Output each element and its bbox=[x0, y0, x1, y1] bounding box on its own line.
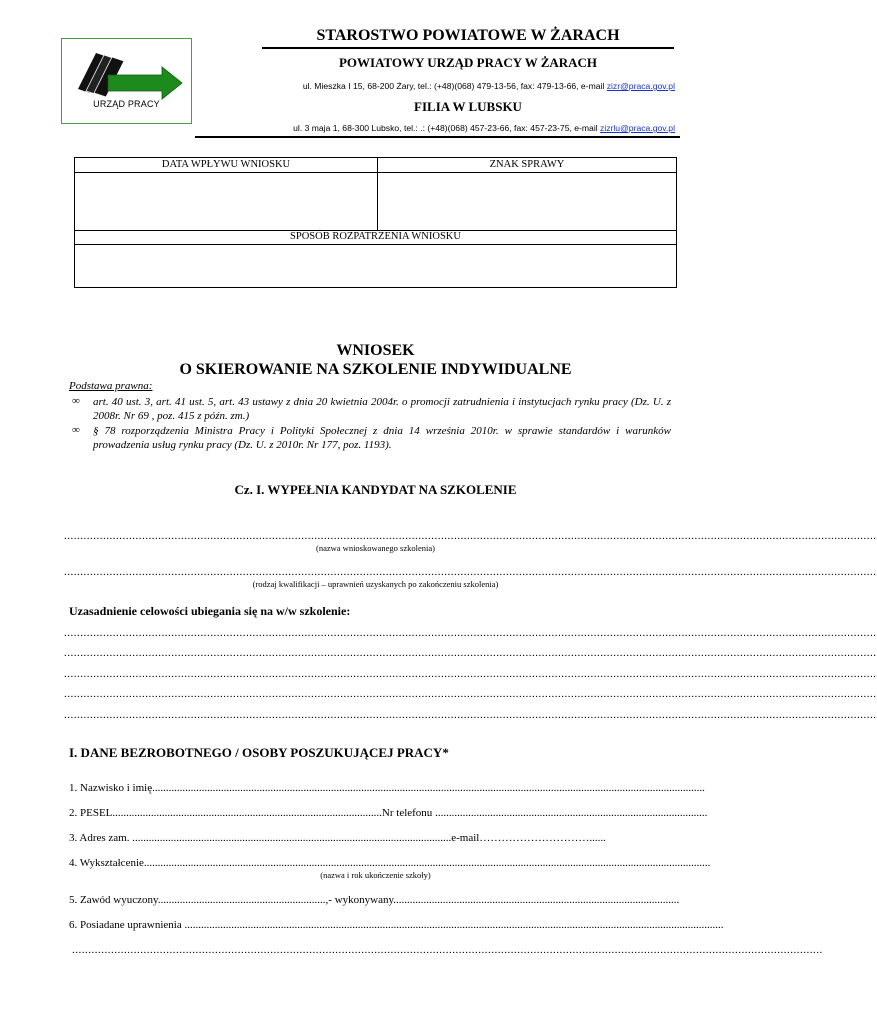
header-title: STAROSTWO POWIATOWE W ŻARACH bbox=[316, 27, 620, 44]
justification-line-1[interactable]: .......................................................................................................................................................................................................................................................... bbox=[64, 627, 877, 639]
address-email-row[interactable]: 3. Adres zam. ....................................................................................................................e-mail…………………………...... bbox=[69, 832, 606, 844]
education-row[interactable]: 4. Wykształcenie.............................................................................................................................................................................................................. bbox=[69, 857, 711, 869]
bullet-icon: ∞ bbox=[72, 395, 80, 407]
header-rule bbox=[262, 47, 674, 49]
date-received-field[interactable] bbox=[76, 173, 376, 229]
full-name-row[interactable]: 1. Nazwisko i imię......................................................................................................................................................................................................... bbox=[69, 782, 705, 794]
legal-item-2: § 78 rozporządzenia Ministra Pracy i Polityki Społecznej z dnia 14 września 2010r. w sprawie standardów i warunków prowadzenia usług rynku pracy (Dz. U. z 2010r. Nr 177, poz. 1193). bbox=[93, 425, 671, 451]
branch-name: FILIA W LUBSKU bbox=[414, 99, 522, 114]
qualifications-row[interactable]: 6. Posiadane uprawnienia .................................................................................................................................................................................................... bbox=[69, 919, 724, 931]
processing-method-field[interactable] bbox=[76, 245, 676, 287]
justification-label: Uzasadnienie celowości ubiegania się na w/w szkolenie: bbox=[69, 604, 351, 618]
office-address: ul. Mieszka I 15, 68-200 Żary, tel.: (+48)(068) 479-13-56, fax: 479-13-66, e-mail zizr@praca.gov.pl bbox=[302, 81, 675, 91]
registration-table bbox=[74, 157, 677, 288]
form-title: WNIOSEK bbox=[336, 342, 415, 359]
training-name-field[interactable]: .......................................................................................................................................................................................................................................................... bbox=[64, 530, 877, 542]
office-name: POWIATOWY URZĄD PRACY W ŻARACH bbox=[338, 55, 598, 70]
branch-address: ul. 3 maja 1, 68-300 Lubsko, tel.: .: (+48)(068) 457-23-66, fax: 457-23-75, e-mail zizrlu@praca.gov.pl bbox=[293, 123, 675, 133]
qualification-caption: (rodzaj kwalifikacji – uprawnień uzyskanych po zakończeniu szkolenia) bbox=[252, 579, 499, 589]
branch-email-link[interactable]: zizrlu@praca.gov.pl bbox=[600, 123, 675, 133]
bullet-icon: ∞ bbox=[72, 424, 80, 436]
form-subtitle: O SKIEROWANIE NA SZKOLENIE INDYWIDUALNE bbox=[179, 361, 572, 378]
qualifications-line-2[interactable]: ....................................................................................................................................................................................................................................... bbox=[72, 944, 823, 956]
case-number-field[interactable] bbox=[379, 173, 676, 229]
logo-green-arrow bbox=[108, 67, 182, 99]
legal-basis-label: Podstawa prawna: bbox=[69, 380, 153, 392]
part1-heading: Cz. I. WYPEŁNIA KANDYDAT NA SZKOLENIE bbox=[234, 482, 517, 497]
case-number-label: ZNAK SPRAWY bbox=[489, 159, 565, 170]
logo-graphic bbox=[62, 39, 191, 123]
legal-item-1: art. 40 ust. 3, art. 41 ust. 5, art. 43 ustawy z dnia 20 kwietnia 2004r. o promocji zatrudnienia i instytucjach rynku pracy (Dz. U. z 2008r. Nr 69 , poz. 415 z późn. zm.) bbox=[93, 396, 671, 422]
logo-text: URZĄD PRACY bbox=[93, 99, 160, 109]
header-rule-bottom bbox=[195, 136, 680, 138]
office-email-link[interactable]: zizr@praca.gov.pl bbox=[606, 81, 675, 91]
justification-line-5[interactable]: .......................................................................................................................................................................................................................................................... bbox=[64, 709, 877, 721]
logo bbox=[61, 38, 192, 124]
profession-row[interactable]: 5. Zawód wyuczony.............................................................,- wykonywany........................................................................................................ bbox=[69, 894, 680, 906]
qualification-field[interactable]: .......................................................................................................................................................................................................................................................... bbox=[64, 566, 877, 578]
justification-line-4[interactable]: .......................................................................................................................................................................................................................................................... bbox=[64, 688, 877, 700]
justification-line-2[interactable]: .......................................................................................................................................................................................................................................................... bbox=[64, 647, 877, 659]
pesel-phone-row[interactable]: 2. PESEL..................................................................................................Nr telefonu ................................................................................................... bbox=[69, 807, 708, 819]
training-name-caption: (nazwa wnioskowanego szkolenia) bbox=[316, 543, 435, 553]
date-received-label: DATA WPŁYWU WNIOSKU bbox=[161, 159, 291, 170]
education-caption: (nazwa i rok ukończenie szkoły) bbox=[320, 870, 431, 880]
justification-line-3[interactable]: .......................................................................................................................................................................................................................................................... bbox=[64, 668, 877, 680]
processing-method-label: SPOSÓB ROZPATRZENIA WNIOSKU bbox=[290, 231, 461, 242]
section1-heading: I. DANE BEZROBOTNEGO / OSOBY POSZUKUJĄCEJ PRACY* bbox=[69, 745, 449, 760]
